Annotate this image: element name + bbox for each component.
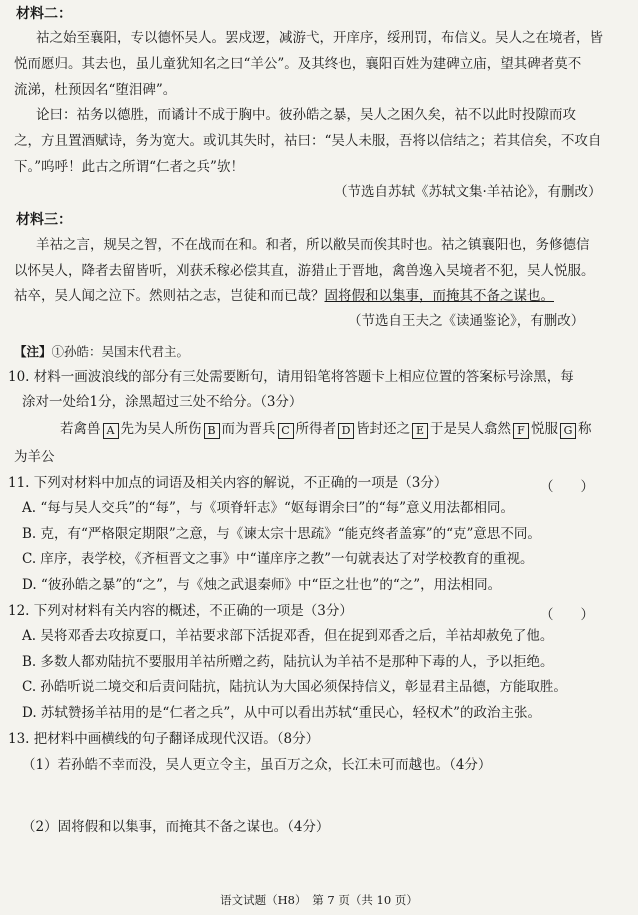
material2-line: 论曰：祜务以德胜，而谲计不成于胸中。彼孙皓之暴，吴人之困久矣，祜不以此时投隙而攻 [36, 107, 576, 123]
q10-segment: 于是吴人翕然 [430, 421, 511, 437]
q11-option-c[interactable]: C. 庠序，表学校，《齐桓晋文之事》中“谨庠序之教”一句就表达了对学校教育的重视。 [22, 551, 534, 567]
material2-source: （节选自苏轼《苏轼文集·羊祜论》，有删改） [334, 184, 602, 200]
q12-option-d[interactable]: D. 苏轼赞扬羊祜用的是“仁者之兵”，从中可以看出苏轼“重民心，轻权术”的政治主张。 [22, 705, 542, 721]
material2-heading: 材料二： [16, 6, 72, 22]
q11-stem: 11. 下列对材料中加点的词语及相关内容的解说，不正确的一项是（3分） [8, 475, 448, 491]
material2-line: 流涕，杜预因名“堕泪碑”。 [14, 82, 177, 98]
break-option-b[interactable]: B [204, 423, 220, 439]
q12-option-a[interactable]: A. 吴将邓香去攻掠夏口，羊祜要求部下活捉邓香，但在捉到邓香之后，羊祜却赦免了他。 [22, 628, 554, 644]
break-option-a[interactable]: A [103, 423, 119, 439]
q10-stem: 10. 材料一画波浪线的部分有三处需要断句，请用铅笔将答题卡上相应位置的答案标号涂黑，每 [8, 369, 574, 385]
q10-segment: 称 [578, 421, 592, 437]
material3-heading: 材料三： [16, 212, 72, 228]
material3-source: （节选自王夫之《读通鉴论》，有删改） [348, 313, 585, 329]
q11-option-b[interactable]: B. 克，有“严格限定期限”之意，与《谏太宗十思疏》“能克终者盖寡”的“克”意思不同。 [22, 526, 541, 542]
material3-line: 羊祜之言，规吴之智，不在战而在和。和者，所以敝吴而俟其时也。祜之镇襄阳也，务修德信 [36, 237, 590, 253]
material3-line: 以怀吴人，降者去留皆听，刈获禾稼必偿其直，游猎止于晋地，禽兽逸入吴境者不犯，吴人悦服。 [14, 263, 595, 279]
material3-plain-text: 祜卒，吴人闻之泣下。然则祜之志，岂徒和而已哉？ [14, 288, 325, 304]
q12-option-c[interactable]: C. 孙皓听说二境交和后责问陆抗，陆抗认为大国必须保持信义，彰显君主品德，方能取胜。 [22, 679, 567, 695]
break-option-e[interactable]: E [412, 423, 428, 439]
break-option-d[interactable]: D [338, 423, 354, 439]
material2-line: 悦而愿归。其去也，虽儿童犹知名之曰“羊公”。及其终也，襄阳百姓为建碑立庙，望其碑者莫不 [14, 56, 582, 72]
q10-tail: 为羊公 [14, 449, 55, 465]
q10-segment: 所得者 [295, 421, 336, 437]
q10-segment: 皆封还之 [356, 421, 410, 437]
page-footer: 语文试题（H8） 第 7 页（共 10 页） [220, 893, 418, 907]
note [14, 344, 189, 360]
q11-option-a[interactable]: A. “每与吴人交兵”的“每”，与《项脊轩志》“妪每谓余曰”的“每”意义用法都相同。 [22, 500, 515, 516]
material2-line: 下。”呜呼！此古之所谓“仁者之兵”欤！ [14, 159, 244, 175]
q10-sentence [60, 421, 592, 439]
q13-sub2: （2）固将假和以集事，而掩其不备之谋也。（4分） [22, 819, 330, 835]
material2-line: 之，方且置酒赋诗，务为宽大。或讥其失时，祜曰：“吴人未服，吾将以信结之；若其信矣，不攻自 [14, 133, 602, 149]
q10-segment: 若禽兽 [60, 421, 101, 437]
q10-segment: 先为吴人所伤 [120, 421, 202, 437]
q13-sub1: （1）若孙皓不幸而没，吴人更立令主，虽百万之众，长江未可而越也。（4分） [22, 757, 492, 773]
q12-stem: 12. 下列对材料有关内容的概述，不正确的一项是（3分） [8, 603, 353, 619]
break-option-g[interactable]: G [560, 423, 576, 439]
q10-stem-cont: 涂对一处给1分，涂黑超过三处不给分。（3分） [22, 394, 303, 410]
note-label: 【注】 [14, 344, 52, 359]
break-option-f[interactable]: F [513, 423, 529, 439]
q11-answer-blank[interactable]: （ ） [540, 479, 594, 495]
q10-segment: 悦服 [531, 421, 558, 437]
note-text: ①孙皓：吴国末代君主。 [51, 344, 190, 359]
material2-line: 祜之始至襄阳，专以德怀吴人。罢戍逻，减游弋，开庠序，绥刑罚，布信义。吴人之在境者，皆 [36, 30, 603, 46]
q13-stem: 13. 把材料中画横线的句子翻译成现代汉语。（8分） [8, 731, 320, 747]
q12-answer-blank[interactable]: （ ） [540, 607, 594, 623]
q12-option-b[interactable]: B. 多数人都劝陆抗不要服用羊祜所赠之药，陆抗认为羊祜不是那种下毒的人，予以拒绝。 [22, 654, 554, 670]
q11-option-d[interactable]: D. “彼孙皓之暴”的“之”，与《烛之武退秦师》中“臣之壮也”的“之”，用法相同。 [22, 577, 502, 593]
material3-line [14, 288, 554, 304]
break-option-c[interactable]: C [278, 423, 294, 439]
q10-segment: 而为晋兵 [221, 421, 276, 437]
underlined-sentence: 固将假和以集事，而掩其不备之谋也。 [324, 288, 554, 304]
